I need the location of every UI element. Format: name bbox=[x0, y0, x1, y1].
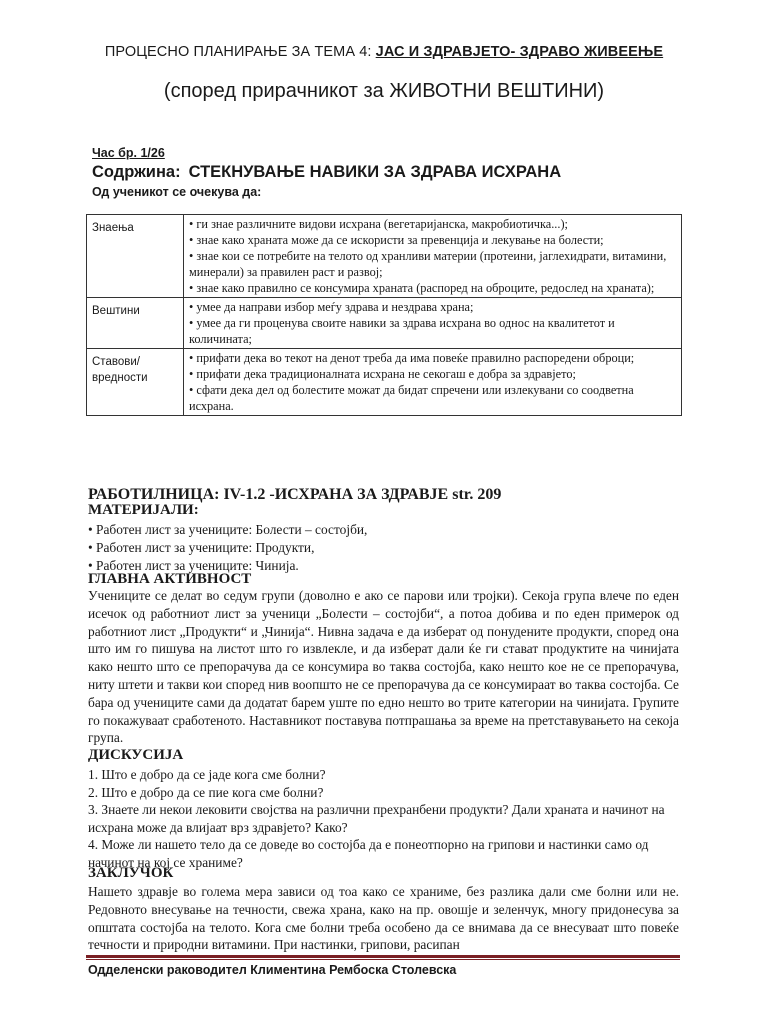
content-line bbox=[92, 163, 561, 182]
conclusion-heading: ЗАКЛУЧОК bbox=[88, 865, 174, 881]
table-row bbox=[87, 349, 682, 416]
row-items bbox=[184, 349, 682, 416]
main-activity-heading: ГЛАВНА АКТИВНОСТ bbox=[88, 571, 252, 587]
discussion-questions bbox=[88, 766, 680, 871]
discussion-heading: ДИСКУСИЈА bbox=[88, 747, 184, 763]
footer-divider bbox=[86, 955, 680, 958]
list-item: 4. Може ли нашето тело да се доведе во состојба да е понеотпорно на грипови и настинки само од начинот на кој се храниме? bbox=[88, 837, 649, 870]
manual-subtitle: (според прирачникот за ЖИВОТНИ ВЕШТИНИ) bbox=[163, 80, 605, 102]
table-row bbox=[87, 215, 682, 298]
footer-divider-thin bbox=[86, 959, 680, 960]
main-activity-text: Учениците се делат во седум групи (доволно е ако се парови или тројки). Секоја група влече по еден исечок од работниот лист за ученици „Болести – состојби“, а потоа добива и по еден примерок од работниот лист „Продукти“ и „Чинија“. Нивна задача е да изберат од понудените продукти, според она што им го пишува на листот што го извлекле, и да изберат дали ќе ги стават продуктите на чинијата како нешто што се препорачува да се консумира во таква состојба, како нешто кое не се препорачува, ниту штети и такви кои според нив воопшто не се препорачува да се консумираат во таква состојба. Се бара од учениците сами да додатат барем уште по едно нешто во трите категории на чинијата. Групите го покажуваат сработеното. Наставникот поставува потпрашања за време на претставувањето на секоја група. bbox=[88, 588, 679, 746]
list-item: 2. Што е добро да се пие кога сме болни? bbox=[88, 784, 324, 800]
content-title: СТЕКНУВАЊЕ НАВИКИ ЗА ЗДРАВА ИСХРАНА bbox=[188, 163, 562, 181]
list-item: • прифати дека во текот на денот треба да има повеќе правилно распоредени оброци; bbox=[189, 351, 635, 365]
plan-header bbox=[0, 44, 768, 60]
plan-header-prefix: ПРОЦЕСНО ПЛАНИРАЊЕ ЗА ТЕМА 4: bbox=[104, 44, 376, 60]
workshop-title: РАБОТИЛНИЦА: IV-1.2 -ИСХРАНА ЗА ЗДРАВЈЕ str. 209 bbox=[88, 486, 502, 503]
list-item: • Работен лист за учениците: Продукти, bbox=[88, 540, 315, 555]
row-label: Вештини bbox=[87, 298, 184, 349]
row-items bbox=[184, 215, 682, 298]
row-items bbox=[184, 298, 682, 349]
materials-heading: МАТЕРИЈАЛИ: bbox=[88, 502, 199, 518]
footer-teacher: Одделенски раководител Климентина Рембоска Столевска bbox=[88, 963, 457, 977]
list-item: 3. Знаете ли некои лековити својства на различни прехранбени продукти? Дали храната и начинот на исхрана може да влијаат врз здравјето? Како? bbox=[88, 802, 665, 835]
lesson-number: Час бр. 1/26 bbox=[92, 146, 165, 160]
content-label: Содржина: bbox=[92, 163, 181, 181]
objectives-table bbox=[86, 214, 682, 416]
list-item: • умее да направи избор меѓу здрава и нездрава храна; bbox=[189, 300, 474, 314]
expectation-line: Од ученикот се очекува да: bbox=[92, 185, 262, 199]
row-label: Знаења bbox=[87, 215, 184, 298]
list-item: • знае кои се потребите на телото од хранливи материи (протеини, јаглехидрати, витамини, минерали) за правилен раст и развој; bbox=[189, 249, 667, 279]
list-item: • прифати дека традиционалната исхрана не секогаш е добра за здравјето; bbox=[189, 367, 576, 381]
list-item: • Работен лист за учениците: Чинија. bbox=[88, 558, 299, 573]
theme-title: ЈАС И ЗДРАВЈЕТО- ЗДРАВО ЖИВЕЕЊЕ bbox=[375, 44, 664, 60]
list-item: • умее да ги проценува своите навики за здрава исхрана во однос на квалитетот и количината; bbox=[189, 316, 615, 346]
list-item: • сфати дека дел од болестите можат да бидат спречени или излекувани со соодветна исхрана. bbox=[189, 383, 634, 413]
list-item: • знае како правилно се консумира храната (распоред на оброците, редослед на храната); bbox=[189, 281, 655, 295]
table-row bbox=[87, 298, 682, 349]
row-label: Ставови/ вредности bbox=[87, 349, 184, 416]
list-item: • ги знае различните видови исхрана (вегетаријанска, макробиотичка...); bbox=[189, 217, 568, 231]
list-item: • Работен лист за учениците: Болести – состојби, bbox=[88, 522, 368, 537]
materials-list bbox=[88, 521, 367, 575]
conclusion-text: Нашето здравје во голема мера зависи од тоа како се храниме, без разлика дали сме болни или не. Редовното внесување на течности, свежа храна, како на пр. овошје и зеленчук, многу придонесува за општата состојба на телото. Кога сме болни треба особено да се внимава да се внесуваат што повеќе течности и природни витамини. При настинки, грипови, расипан bbox=[88, 884, 679, 953]
list-item: 1. Што е добро да се јаде кога сме болни? bbox=[88, 767, 326, 782]
list-item: • знае како храната може да се искористи за превенција и лекување на болести; bbox=[189, 233, 604, 247]
